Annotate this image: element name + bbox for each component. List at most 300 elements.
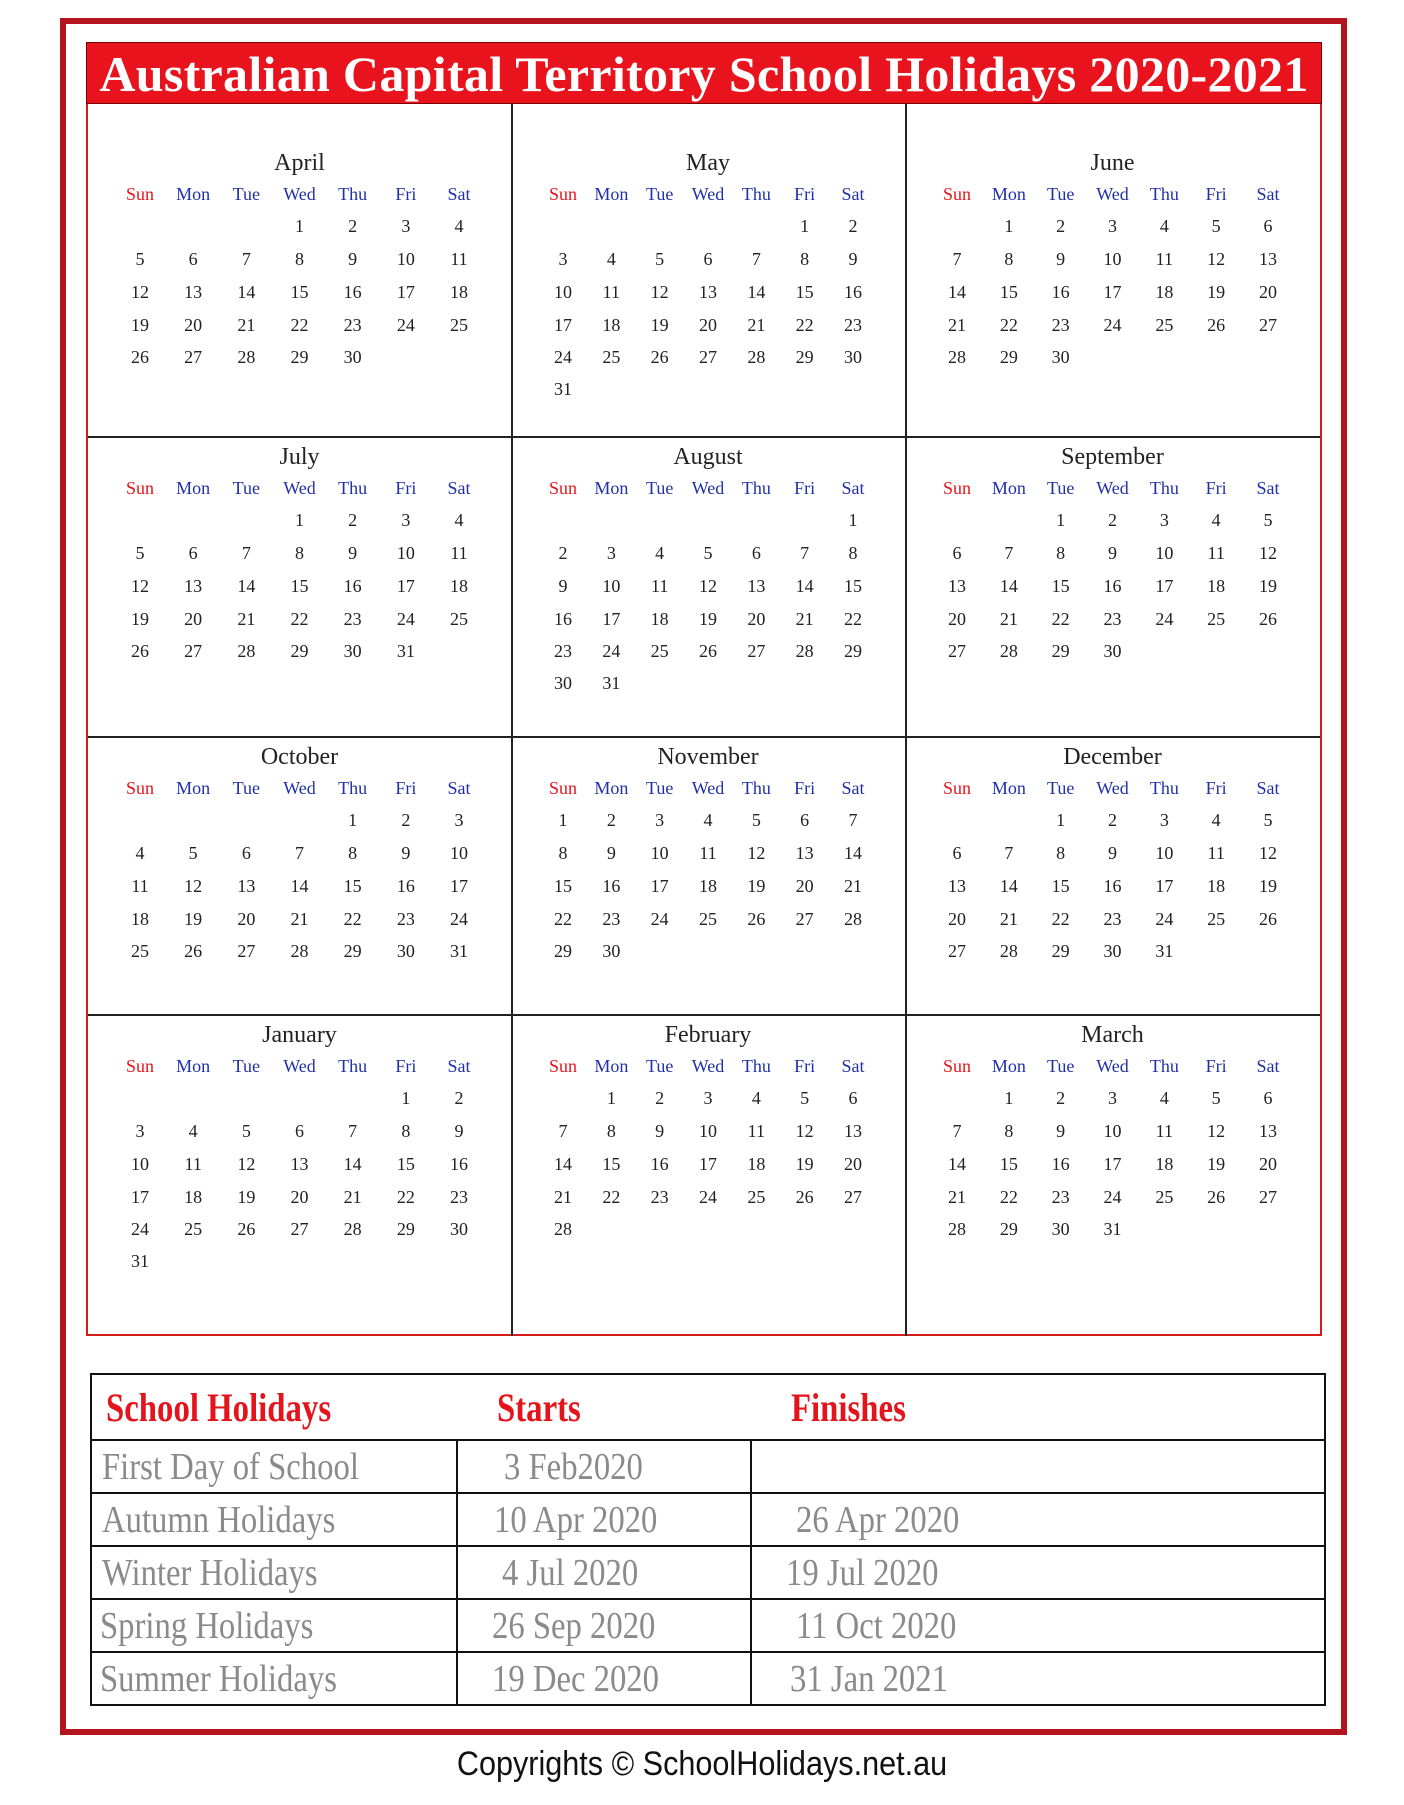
month-name: March (1081, 1022, 1144, 1048)
month-name: May (686, 150, 730, 176)
weekday-header-wed: Wed (283, 1056, 316, 1076)
holiday-start: 10 Apr 2020 (494, 1498, 658, 1541)
calendar-day: 7 (241, 543, 251, 563)
calendar-day: 27 (747, 641, 766, 661)
calendar-day: 25 (1207, 909, 1226, 929)
weekday-header-sat: Sat (447, 478, 471, 498)
calendar-day: 21 (844, 876, 862, 896)
calendar-day: 2 (348, 216, 358, 236)
calendar-day: 27 (844, 1187, 862, 1207)
calendar-day: 29 (343, 941, 362, 961)
calendar-day: 9 (1108, 543, 1117, 563)
calendar-day: 18 (450, 282, 468, 302)
calendar-day: 22 (1051, 909, 1070, 929)
weekday-header-thu: Thu (1149, 1056, 1179, 1076)
calendar-day: 18 (747, 1154, 766, 1174)
calendar-day: 19 (131, 315, 149, 335)
calendar-day: 25 (131, 941, 149, 961)
weekday-header-sat: Sat (841, 478, 865, 498)
calendar-day: 6 (751, 543, 761, 563)
calendar-day: 20 (795, 876, 814, 896)
weekday-header-tue: Tue (645, 778, 674, 798)
calendar-day: 7 (348, 1121, 358, 1141)
weekday-header-thu: Thu (338, 1056, 368, 1076)
calendar-day: 20 (699, 315, 717, 335)
holiday-name: Winter Holidays (102, 1551, 318, 1594)
calendar-day: 17 (650, 876, 669, 896)
calendar-day: 19 (1207, 282, 1226, 302)
calendar-day: 16 (650, 1154, 669, 1174)
calendar-day: 26 (747, 909, 766, 929)
calendar-day: 23 (602, 909, 621, 929)
calendar-day: 4 (703, 810, 713, 830)
calendar-day: 14 (795, 576, 814, 596)
weekday-header-sun: Sun (942, 1056, 971, 1076)
calendar-day: 22 (1051, 609, 1070, 629)
calendar-day: 26 (237, 1219, 256, 1239)
calendar-day: 19 (237, 1187, 256, 1207)
weekday-header-fri: Fri (1205, 1056, 1227, 1076)
weekday-header-sat: Sat (1256, 1056, 1280, 1076)
holiday-start: 26 Sep 2020 (492, 1604, 656, 1647)
grid-divider (88, 736, 1320, 738)
calendar-day: 18 (699, 876, 717, 896)
calendar-day: 24 (650, 909, 669, 929)
weekday-header-thu: Thu (741, 1056, 771, 1076)
calendar-day: 22 (602, 1187, 621, 1207)
weekday-header-mon: Mon (991, 478, 1026, 498)
calendar-day: 11 (131, 876, 149, 896)
calendar-day: 10 (1103, 1121, 1122, 1141)
weekday-header-wed: Wed (691, 478, 725, 498)
calendar-day: 4 (1211, 810, 1221, 830)
table-row (91, 1493, 1325, 1546)
calendar-day: 21 (747, 315, 766, 335)
calendar-day: 7 (848, 810, 858, 830)
calendar-day: 3 (606, 543, 616, 563)
calendar-day: 12 (131, 576, 149, 596)
calendar-day: 13 (948, 876, 966, 896)
calendar-day: 26 (1207, 315, 1226, 335)
calendar-day: 9 (1108, 843, 1117, 863)
calendar-day: 19 (699, 609, 717, 629)
calendar-day: 16 (450, 1154, 468, 1174)
calendar-day: 24 (1103, 1187, 1122, 1207)
weekday-header-mon: Mon (176, 478, 211, 498)
calendar-day: 21 (237, 609, 256, 629)
calendar-day: 4 (655, 543, 665, 563)
calendar-day: 16 (1051, 1154, 1070, 1174)
calendar-day: 26 (699, 641, 717, 661)
holiday-name: First Day of School (102, 1445, 359, 1488)
month-february (511, 1014, 905, 1336)
calendar-day: 20 (184, 315, 203, 335)
calendar-day: 11 (184, 1154, 202, 1174)
calendar-day: 15 (999, 282, 1018, 302)
calendar-day: 30 (602, 941, 621, 961)
calendar-day: 12 (131, 282, 149, 302)
weekday-header-fri: Fri (794, 778, 816, 798)
calendar-day: 5 (655, 249, 665, 269)
calendar-day: 2 (848, 216, 858, 236)
weekday-header-sun: Sun (942, 184, 971, 204)
calendar-day: 21 (237, 315, 256, 335)
weekday-header-thu: Thu (1149, 478, 1179, 498)
calendar-day: 20 (1259, 282, 1277, 302)
calendar-day: 7 (558, 1121, 568, 1141)
calendar-day: 7 (800, 543, 810, 563)
weekday-header-sun: Sun (942, 778, 971, 798)
weekday-header-mon: Mon (594, 778, 629, 798)
month-name: September (1061, 444, 1164, 470)
calendar-day: 14 (237, 576, 256, 596)
month-december (905, 736, 1320, 1014)
calendar-day: 7 (295, 843, 304, 863)
calendar-day: 31 (1103, 1219, 1122, 1239)
calendar-day: 22 (290, 315, 309, 335)
month-april (88, 104, 511, 436)
calendar-day: 29 (290, 641, 309, 661)
calendar-day: 10 (1155, 543, 1174, 563)
calendar-day: 28 (795, 641, 814, 661)
calendar-day: 19 (1259, 576, 1277, 596)
calendar-day: 25 (650, 641, 669, 661)
calendar-day: 9 (454, 1121, 464, 1141)
weekday-header-sun: Sun (942, 478, 971, 498)
calendar-day: 11 (747, 1121, 765, 1141)
calendar-day: 30 (1051, 347, 1070, 367)
calendar-day: 2 (655, 1088, 665, 1108)
header-finishes: Finishes (791, 1384, 906, 1430)
calendar-day: 27 (184, 641, 203, 661)
calendar-day: 3 (1108, 216, 1117, 236)
calendar-day: 16 (1103, 576, 1122, 596)
calendar-day: 1 (295, 510, 304, 530)
weekday-header-sun: Sun (548, 1056, 577, 1076)
calendar-day: 25 (450, 315, 468, 335)
month-august (511, 436, 905, 736)
calendar-day: 3 (558, 249, 568, 269)
calendar-day: 7 (1004, 543, 1014, 563)
weekday-header-tue: Tue (232, 478, 260, 498)
calendar-day: 23 (343, 315, 362, 335)
calendar-day: 30 (343, 641, 362, 661)
calendar-day: 1 (348, 810, 358, 830)
calendar-day: 29 (844, 641, 862, 661)
month-july (88, 436, 511, 736)
weekday-header-wed: Wed (1096, 1056, 1129, 1076)
calendar-day: 23 (450, 1187, 468, 1207)
table-row (91, 1599, 1325, 1652)
calendar-day: 22 (290, 609, 309, 629)
calendar-day: 18 (1155, 1154, 1174, 1174)
calendar-day: 29 (999, 347, 1018, 367)
weekday-header-wed: Wed (691, 184, 725, 204)
calendar-day: 3 (135, 1121, 145, 1141)
calendar-day: 6 (800, 810, 810, 830)
calendar-day: 12 (1207, 249, 1226, 269)
weekday-header-sun: Sun (125, 778, 154, 798)
calendar-day: 5 (1263, 810, 1273, 830)
weekday-header-fri: Fri (1205, 184, 1227, 204)
weekday-header-sat: Sat (1256, 478, 1280, 498)
weekday-header-thu: Thu (741, 184, 771, 204)
calendar-day: 2 (606, 810, 616, 830)
weekday-header-wed: Wed (283, 778, 316, 798)
calendar-day: 4 (454, 216, 464, 236)
weekday-header-wed: Wed (1096, 778, 1129, 798)
calendar-day: 3 (655, 810, 665, 830)
weekday-header-sat: Sat (841, 184, 865, 204)
calendar-day: 26 (131, 347, 149, 367)
calendar-day: 19 (747, 876, 766, 896)
calendar-day: 15 (290, 282, 309, 302)
calendar-day: 15 (999, 1154, 1018, 1174)
calendar-day: 14 (747, 282, 766, 302)
weekday-header-thu: Thu (741, 778, 771, 798)
calendar-day: 22 (343, 909, 362, 929)
calendar-day: 6 (952, 543, 962, 563)
calendar-day: 2 (348, 510, 358, 530)
calendar-day: 21 (554, 1187, 572, 1207)
calendar-day: 8 (800, 249, 810, 269)
calendar-day: 27 (948, 941, 966, 961)
calendar-day: 24 (396, 609, 415, 629)
holiday-start: 4 Jul 2020 (502, 1551, 639, 1594)
weekday-header-sun: Sun (125, 478, 154, 498)
calendar-day: 10 (554, 282, 572, 302)
table-row (91, 1440, 1325, 1493)
calendar-day: 8 (848, 543, 858, 563)
calendar-day: 10 (650, 843, 669, 863)
calendar-day: 18 (650, 609, 669, 629)
copyright-notice: Copyrights © SchoolHolidays.net.au (456, 1745, 948, 1783)
calendar-day: 25 (1207, 609, 1226, 629)
calendar-day: 7 (952, 249, 962, 269)
calendar-day: 14 (290, 876, 309, 896)
calendar-day: 1 (401, 1088, 411, 1108)
weekday-header-mon: Mon (991, 778, 1026, 798)
calendar-day: 24 (1103, 315, 1122, 335)
weekday-header-fri: Fri (794, 184, 816, 204)
calendar-day: 2 (1108, 510, 1117, 530)
calendar-day: 5 (1263, 510, 1273, 530)
holiday-name: Spring Holidays (100, 1604, 314, 1647)
calendar-day: 8 (1004, 249, 1014, 269)
holiday-name: Summer Holidays (100, 1657, 337, 1700)
calendar-day: 19 (184, 909, 203, 929)
calendar-day: 30 (1103, 941, 1122, 961)
calendar-day: 14 (844, 843, 862, 863)
calendar-day: 23 (1103, 909, 1122, 929)
weekday-header-tue: Tue (645, 184, 674, 204)
calendar-day: 31 (554, 379, 572, 399)
calendar-day: 16 (1103, 876, 1122, 896)
weekday-header-sun: Sun (548, 778, 577, 798)
calendar-day: 26 (1207, 1187, 1226, 1207)
calendar-day: 11 (1207, 843, 1225, 863)
calendar-day: 24 (699, 1187, 717, 1207)
month-name: June (1090, 150, 1135, 176)
weekday-header-sun: Sun (548, 478, 577, 498)
holiday-finish: 26 Apr 2020 (796, 1498, 960, 1541)
calendar-day: 26 (131, 641, 149, 661)
calendar-day: 30 (1103, 641, 1122, 661)
calendar-day: 11 (1207, 543, 1225, 563)
calendar-day: 13 (184, 576, 203, 596)
calendar-day: 6 (188, 543, 198, 563)
month-october (88, 736, 511, 1014)
weekday-header-sat: Sat (841, 778, 865, 798)
calendar-day: 4 (606, 249, 616, 269)
weekday-header-sun: Sun (125, 184, 154, 204)
holiday-finish: 11 Oct 2020 (796, 1604, 957, 1647)
weekday-header-thu: Thu (338, 184, 368, 204)
calendar-day: 15 (602, 1154, 621, 1174)
calendar-day: 16 (1051, 282, 1070, 302)
calendar-day: 28 (237, 641, 256, 661)
weekday-header-fri: Fri (794, 478, 816, 498)
calendar-day: 28 (999, 941, 1018, 961)
calendar-day: 14 (237, 282, 256, 302)
calendar-day: 24 (554, 347, 572, 367)
grid-divider (511, 104, 513, 1336)
calendar-day: 28 (999, 641, 1018, 661)
calendar-day: 7 (952, 1121, 962, 1141)
calendar-day: 6 (952, 843, 962, 863)
calendar-day: 8 (1004, 1121, 1014, 1141)
calendar-day: 15 (554, 876, 572, 896)
calendar-day: 25 (747, 1187, 766, 1207)
calendar-day: 24 (1155, 609, 1174, 629)
calendar-day: 31 (396, 641, 415, 661)
calendar-day: 13 (747, 576, 766, 596)
calendar-day: 21 (343, 1187, 362, 1207)
calendar-day: 20 (948, 909, 966, 929)
calendar-day: 23 (650, 1187, 669, 1207)
header-school-holidays: School Holidays (106, 1384, 332, 1430)
calendar-day: 29 (290, 347, 309, 367)
calendar-day: 10 (396, 249, 415, 269)
calendar-day: 13 (237, 876, 256, 896)
weekday-header-mon: Mon (991, 1056, 1026, 1076)
calendar-day: 15 (290, 576, 309, 596)
calendar-day: 3 (1159, 510, 1169, 530)
calendar-day: 22 (999, 1187, 1018, 1207)
calendar-day: 15 (1051, 576, 1070, 596)
calendar-day: 11 (450, 543, 468, 563)
weekday-header-thu: Thu (741, 478, 771, 498)
weekday-header-tue: Tue (645, 1056, 674, 1076)
calendar-day: 29 (396, 1219, 415, 1239)
calendar-day: 8 (401, 1121, 411, 1141)
weekday-header-fri: Fri (1205, 478, 1227, 498)
calendar-day: 12 (747, 843, 766, 863)
calendar-day: 16 (844, 282, 862, 302)
calendar-day: 6 (848, 1088, 858, 1108)
grid-divider (88, 1014, 1320, 1016)
calendar-day: 13 (699, 282, 717, 302)
page-title: Australian Capital Territory School Holidays 2020-2021 (86, 42, 1322, 104)
header-starts: Starts (497, 1384, 581, 1430)
weekday-header-wed: Wed (1096, 478, 1129, 498)
weekday-header-tue: Tue (1046, 1056, 1075, 1076)
calendar-day: 27 (184, 347, 203, 367)
calendar-day: 25 (602, 347, 621, 367)
calendar-day: 28 (290, 941, 309, 961)
calendar-day: 22 (999, 315, 1018, 335)
month-name: February (664, 1022, 752, 1048)
weekday-header-wed: Wed (691, 778, 725, 798)
calendar-day: 18 (184, 1187, 203, 1207)
calendar-day: 14 (999, 576, 1018, 596)
calendar-day: 15 (1051, 876, 1070, 896)
calendar-day: 18 (1155, 282, 1174, 302)
calendar-day: 20 (1259, 1154, 1277, 1174)
calendar-day: 25 (450, 609, 468, 629)
calendar-day: 19 (131, 609, 149, 629)
calendar-day: 8 (295, 543, 304, 563)
calendar-day: 2 (401, 810, 411, 830)
month-name: August (673, 444, 743, 470)
weekday-header-thu: Thu (338, 478, 368, 498)
calendar-day: 25 (1155, 315, 1174, 335)
table-row (91, 1546, 1325, 1599)
calendar-day: 15 (844, 576, 862, 596)
calendar-day: 2 (558, 543, 568, 563)
calendar-day: 5 (1211, 1088, 1221, 1108)
weekday-header-tue: Tue (1046, 478, 1075, 498)
calendar-day: 21 (948, 1187, 966, 1207)
calendar-day: 5 (800, 1088, 810, 1108)
calendar-day: 17 (396, 576, 415, 596)
calendar-day: 13 (844, 1121, 862, 1141)
calendar-day: 27 (948, 641, 966, 661)
calendar-day: 20 (290, 1187, 309, 1207)
calendar-day: 7 (241, 249, 251, 269)
holidays-header-row (91, 1374, 1325, 1440)
calendar-day: 13 (184, 282, 203, 302)
calendar-day: 28 (237, 347, 256, 367)
calendar-day: 17 (1103, 282, 1122, 302)
month-june (905, 104, 1320, 436)
calendar-day: 8 (558, 843, 568, 863)
calendar-day: 18 (602, 315, 621, 335)
calendar-day: 4 (188, 1121, 198, 1141)
calendar-day: 26 (650, 347, 669, 367)
calendar-day: 22 (795, 315, 814, 335)
calendar-day: 13 (795, 843, 814, 863)
calendar-day: 31 (1155, 941, 1174, 961)
calendar-day: 29 (554, 941, 572, 961)
calendar-day: 21 (795, 609, 814, 629)
calendar-day: 13 (948, 576, 966, 596)
calendar-day: 27 (1259, 315, 1277, 335)
calendar-day: 11 (650, 576, 669, 596)
calendar-day: 1 (558, 810, 568, 830)
calendar-day: 29 (1051, 941, 1070, 961)
calendar-day: 23 (396, 909, 415, 929)
calendar-day: 9 (348, 543, 358, 563)
month-name: January (262, 1022, 337, 1048)
calendar-day: 13 (1259, 1121, 1277, 1141)
calendar-day: 3 (401, 510, 411, 530)
weekday-header-sat: Sat (1256, 184, 1280, 204)
calendar-day: 21 (948, 315, 966, 335)
calendar-day: 5 (751, 810, 761, 830)
calendar-day: 23 (1051, 315, 1070, 335)
calendar-day: 15 (795, 282, 814, 302)
